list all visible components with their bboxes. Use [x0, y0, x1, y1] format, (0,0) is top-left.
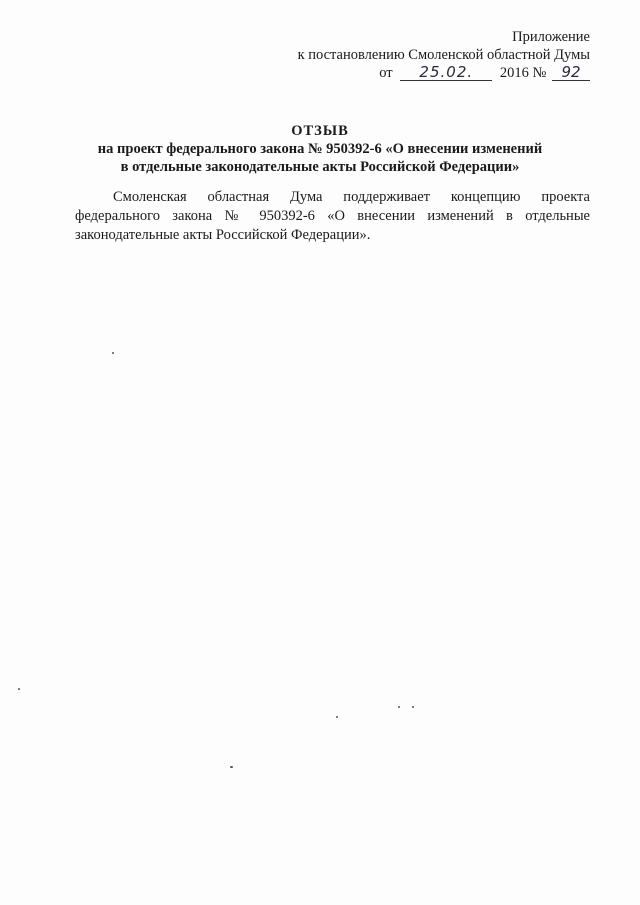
title-line-2: на проект федерального закона № 950392-6 «О внесении изменений — [97, 141, 543, 157]
appendix-resolution-ref: к постановлению Смоленской областной Думы — [297, 47, 590, 63]
appendix-header — [298, 28, 590, 82]
document-title — [0, 122, 640, 176]
body-paragraph: Смоленская областная Дума поддерживает концепцию проекта федерального закона № 950392-6 «О внесении изменений в отдельные законодательные акты Российской Федерации». — [75, 189, 590, 243]
appendix-date-line — [298, 64, 590, 82]
title-line-3: в отдельные законодательные акты Российской Федерации» — [120, 159, 520, 175]
title-main: ОТЗЫВ — [291, 123, 349, 139]
handwritten-date: 25.02. — [400, 64, 492, 81]
document-body — [75, 188, 590, 245]
appendix-label: Приложение — [512, 29, 590, 45]
scan-speck — [18, 688, 20, 690]
scan-speck — [112, 352, 114, 354]
handwritten-number: 92 — [552, 64, 590, 81]
scan-speck — [412, 706, 414, 708]
scan-speck — [336, 716, 338, 718]
year-suffix: 2016 № — [499, 65, 547, 81]
scan-speck — [230, 766, 233, 768]
date-prefix: от — [379, 65, 393, 81]
scan-speck — [398, 706, 400, 708]
